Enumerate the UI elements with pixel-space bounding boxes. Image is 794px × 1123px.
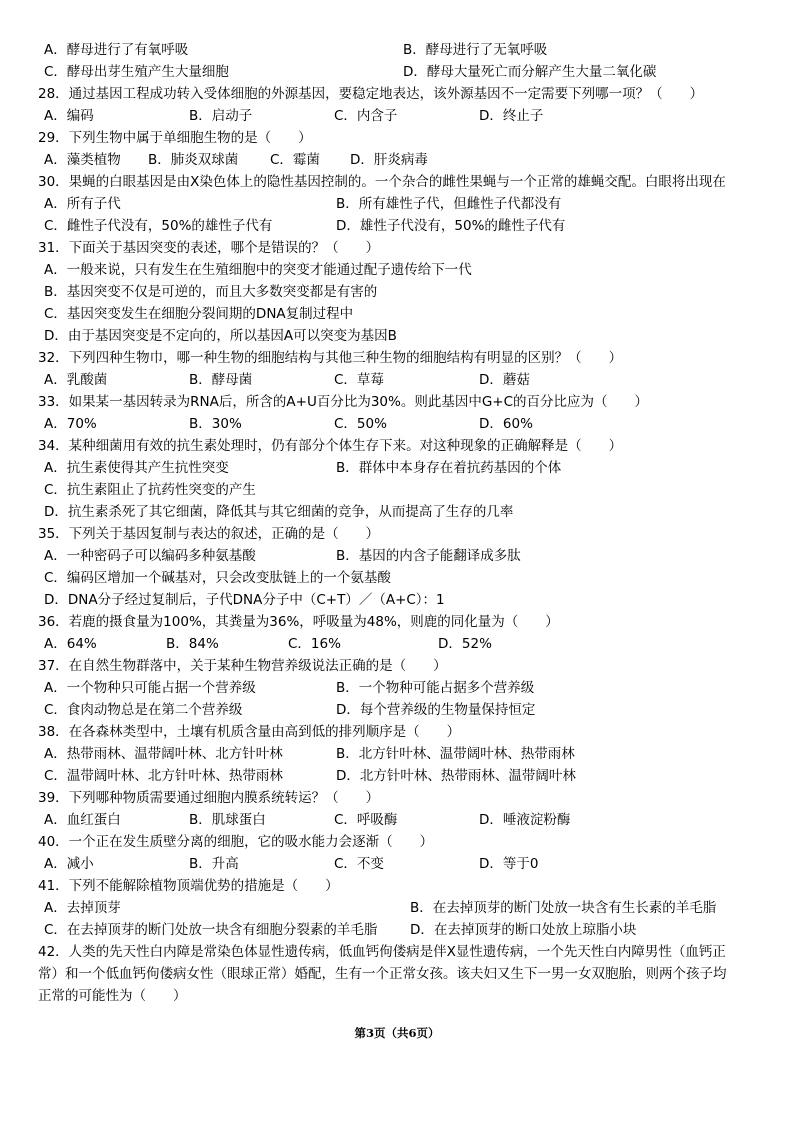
- option-b: B．一个物种可能占据多个营养级: [336, 680, 535, 696]
- option-a: A．藻类植物: [44, 152, 121, 168]
- option-b: B．基因突变不仅是可逆的，而且大多数突变都是有害的: [44, 284, 378, 300]
- option-a: A．热带雨林、温带阔叶林、北方针叶林: [44, 746, 283, 762]
- option-d: D．等于0: [479, 856, 539, 872]
- question-36-stem: 36．若鹿的摄食量为100%，其粪量为36%，呼吸量为48%，则鹿的同化量为（ ）: [38, 614, 559, 630]
- option-c: C．食肉动物总是在第二个营养级: [44, 702, 243, 718]
- option-a: A．乳酸菌: [44, 372, 108, 388]
- question-37-options-row-2: [38, 699, 762, 721]
- page-footer: 第3页（共6页）: [354, 1026, 440, 1040]
- option-c: C．温带阔叶林、北方针叶林、热带雨林: [44, 768, 283, 784]
- question-29-options: [38, 149, 762, 171]
- option-d: D．终止子: [479, 108, 544, 124]
- option-b: B．84%: [166, 636, 219, 652]
- question-34-options-row-1: [38, 457, 762, 479]
- option-a: A．编码: [44, 108, 94, 124]
- question-35-stem: 35．下列关于基因复制与表达的叙述，正确的是（ ）: [38, 526, 380, 542]
- option-d: D．52%: [438, 636, 492, 652]
- option-a: A．一个物种只可能占据一个营养级: [44, 680, 256, 696]
- option-c: C．呼吸酶: [334, 812, 398, 828]
- option-b: B．基因的内含子能翻译成多肽: [336, 548, 521, 564]
- question-30-options-row-2: [38, 215, 762, 237]
- prev-options-row-1: [38, 39, 762, 61]
- option-b: B．在去掉顶芽的断门处放一块含有生长素的羊毛脂: [410, 900, 717, 916]
- option-c: C．酵母出芽生殖产生大量细胞: [44, 64, 229, 80]
- question-32-stem: 32．下列四种生物巾，哪一种生物的细胞结构与其他三种生物的细胞结构有明显的区别？（ ）: [38, 350, 623, 366]
- option-b: B．升高: [189, 856, 239, 872]
- option-d: D．肝炎病毒: [350, 152, 428, 168]
- question-29-stem: 29．下列生物中属于单细胞生物的是（ ）: [38, 130, 312, 146]
- option-d: D．由于基因突变是不定向的，所以基因A可以突变为基因B: [44, 328, 397, 344]
- question-41-stem: 41．下列不能解除植物顶端优势的措施是（ ）: [38, 878, 339, 894]
- question-30-stem: 30．果蝇的白眼基因是由X染色体上的隐性基因控制的。一个杂合的雌性果蝇与一个正常的雄蝇交配。白眼将出现在: [38, 174, 726, 190]
- option-c: C．雌性子代没有，50%的雄性子代有: [44, 218, 273, 234]
- option-d: D．抗生素杀死了其它细菌，降低其与其它细菌的竞争，从而提高了生存的几率: [44, 504, 514, 520]
- question-28-stem: 28．通过基因工程成功转入受体细胞的外源基因，要稳定地表达，该外源基因不一定需要下列哪一项？（ ）: [38, 86, 704, 102]
- question-34-stem: 34．某种细菌用有效的抗生素处理时，仍有部分个体生存下来。对这种现象的正确解释是（ ）: [38, 438, 623, 454]
- option-b: B．酵母菌: [189, 372, 253, 388]
- question-33-stem: 33．如果某一基因转录为RNA后，所含的A+U百分比为30%。则此基因中G+C的百分比应为（ ）: [38, 394, 649, 410]
- option-d: D．在去掉顶芽的断口处放上琼脂小块: [410, 922, 637, 938]
- question-30-options-row-1: [38, 193, 762, 215]
- question-list: [38, 39, 762, 1007]
- option-b: B．30%: [189, 416, 242, 432]
- question-33-options: [38, 413, 762, 435]
- option-c: C．编码区增加一个碱基对，只会改变肽链上的一个氨基酸: [44, 570, 391, 586]
- option-a: A．64%: [44, 636, 97, 652]
- option-a: A．所有子代: [44, 196, 121, 212]
- option-c: C．内含子: [334, 108, 398, 124]
- option-a: A．70%: [44, 416, 97, 432]
- option-c: C．16%: [288, 636, 341, 652]
- question-40-stem: 40．一个正在发生质壁分离的细胞，它的吸水能力会逐渐（ ）: [38, 834, 434, 850]
- option-b: B．肺炎双球菌: [148, 152, 239, 168]
- question-42-stem-line-1: 42．人类的先天性白内障是常染色体显性遗传病，低血钙佝偻病是伴X显性遗传病，一个先天性白内障男性（血钙正: [38, 944, 726, 960]
- question-32-options: [38, 369, 762, 391]
- question-42-stem-line-3: 正常的可能性为（ ）: [38, 988, 187, 1004]
- prev-options-row-2: [38, 61, 762, 83]
- option-a: A．一种密码子可以编码多种氨基酸: [44, 548, 256, 564]
- option-d: D．60%: [479, 416, 533, 432]
- question-38-options-row-2: [38, 765, 762, 787]
- option-a: A．去掉顶芽: [44, 900, 121, 916]
- question-36-options: [38, 633, 762, 655]
- option-a: A．一般来说，只有发生在生殖细胞中的突变才能通过配子遗传给下一代: [44, 262, 472, 278]
- question-38-options-row-1: [38, 743, 762, 765]
- question-37-stem: 37．在自然生物群落中，关于某种生物营养级说法正确的是（ ）: [38, 658, 447, 674]
- option-d: D．DNA分子经过复制后，子代DNA分子中（C+T）／（A+C）：1: [44, 592, 445, 608]
- option-b: B．群体中本身存在着抗药基因的个体: [336, 460, 562, 476]
- question-31-stem: 31．下面关于基因突变的表述，哪个是错误的？（ ）: [38, 240, 380, 256]
- option-c: C．抗生素阻止了抗药性突变的产生: [44, 482, 256, 498]
- question-39-options: [38, 809, 762, 831]
- option-d: D．蘑菇: [479, 372, 530, 388]
- option-a: A．酵母进行了有氧呼吸: [44, 42, 189, 58]
- option-a: A．抗生素使得其产生抗性突变: [44, 460, 229, 476]
- question-28-options: [38, 105, 762, 127]
- option-a: A．血红蛋白: [44, 812, 121, 828]
- option-c: C．不变: [334, 856, 384, 872]
- option-c: C．草莓: [334, 372, 384, 388]
- option-d: D．酵母大量死亡而分解产生大量二氧化碳: [403, 64, 657, 80]
- option-b: B．北方针叶林、温带阔叶林、热带雨林: [336, 746, 575, 762]
- question-37-options-row-1: [38, 677, 762, 699]
- option-c: C．在去掉顶芽的断门处放一块含有细胞分裂素的羊毛脂: [44, 922, 378, 938]
- option-b: B．肌球蛋白: [189, 812, 266, 828]
- option-a: A．减小: [44, 856, 94, 872]
- option-b: B．启动子: [189, 108, 253, 124]
- question-41-options-row-1: [38, 897, 762, 919]
- question-39-stem: 39．下列哪种物质需要通过细胞内膜系统转运？（ ）: [38, 790, 380, 806]
- option-d: D．每个营养级的生物量保持恒定: [336, 702, 536, 718]
- option-d: D．雄性子代没有，50%的雌性子代有: [336, 218, 566, 234]
- option-d: D．北方针叶林、热带雨林、温带阔叶林: [336, 768, 576, 784]
- option-c: C．霉菌: [270, 152, 320, 168]
- question-40-options: [38, 853, 762, 875]
- question-38-stem: 38．在各森林类型中，土壤有机质含量由高到低的排列顺序是（ ）: [38, 724, 461, 740]
- option-c: C．50%: [334, 416, 387, 432]
- question-41-options-row-2: [38, 919, 762, 941]
- option-b: B．所有雄性子代，但雌性子代都没有: [336, 196, 562, 212]
- question-42-stem-line-2: 常）和一个低血钙佝偻病女性（眼球正常）婚配，生有一个正常女孩。该夫妇又生下一男一女双胞胎，则两个孩子均: [38, 966, 727, 982]
- option-b: B．酵母进行了无氧呼吸: [403, 42, 548, 58]
- option-c: C．基因突变发生在细胞分裂间期的DNA复制过程中: [44, 306, 354, 322]
- option-d: D．唾液淀粉酶: [479, 812, 571, 828]
- question-35-options-row-1: [38, 545, 762, 567]
